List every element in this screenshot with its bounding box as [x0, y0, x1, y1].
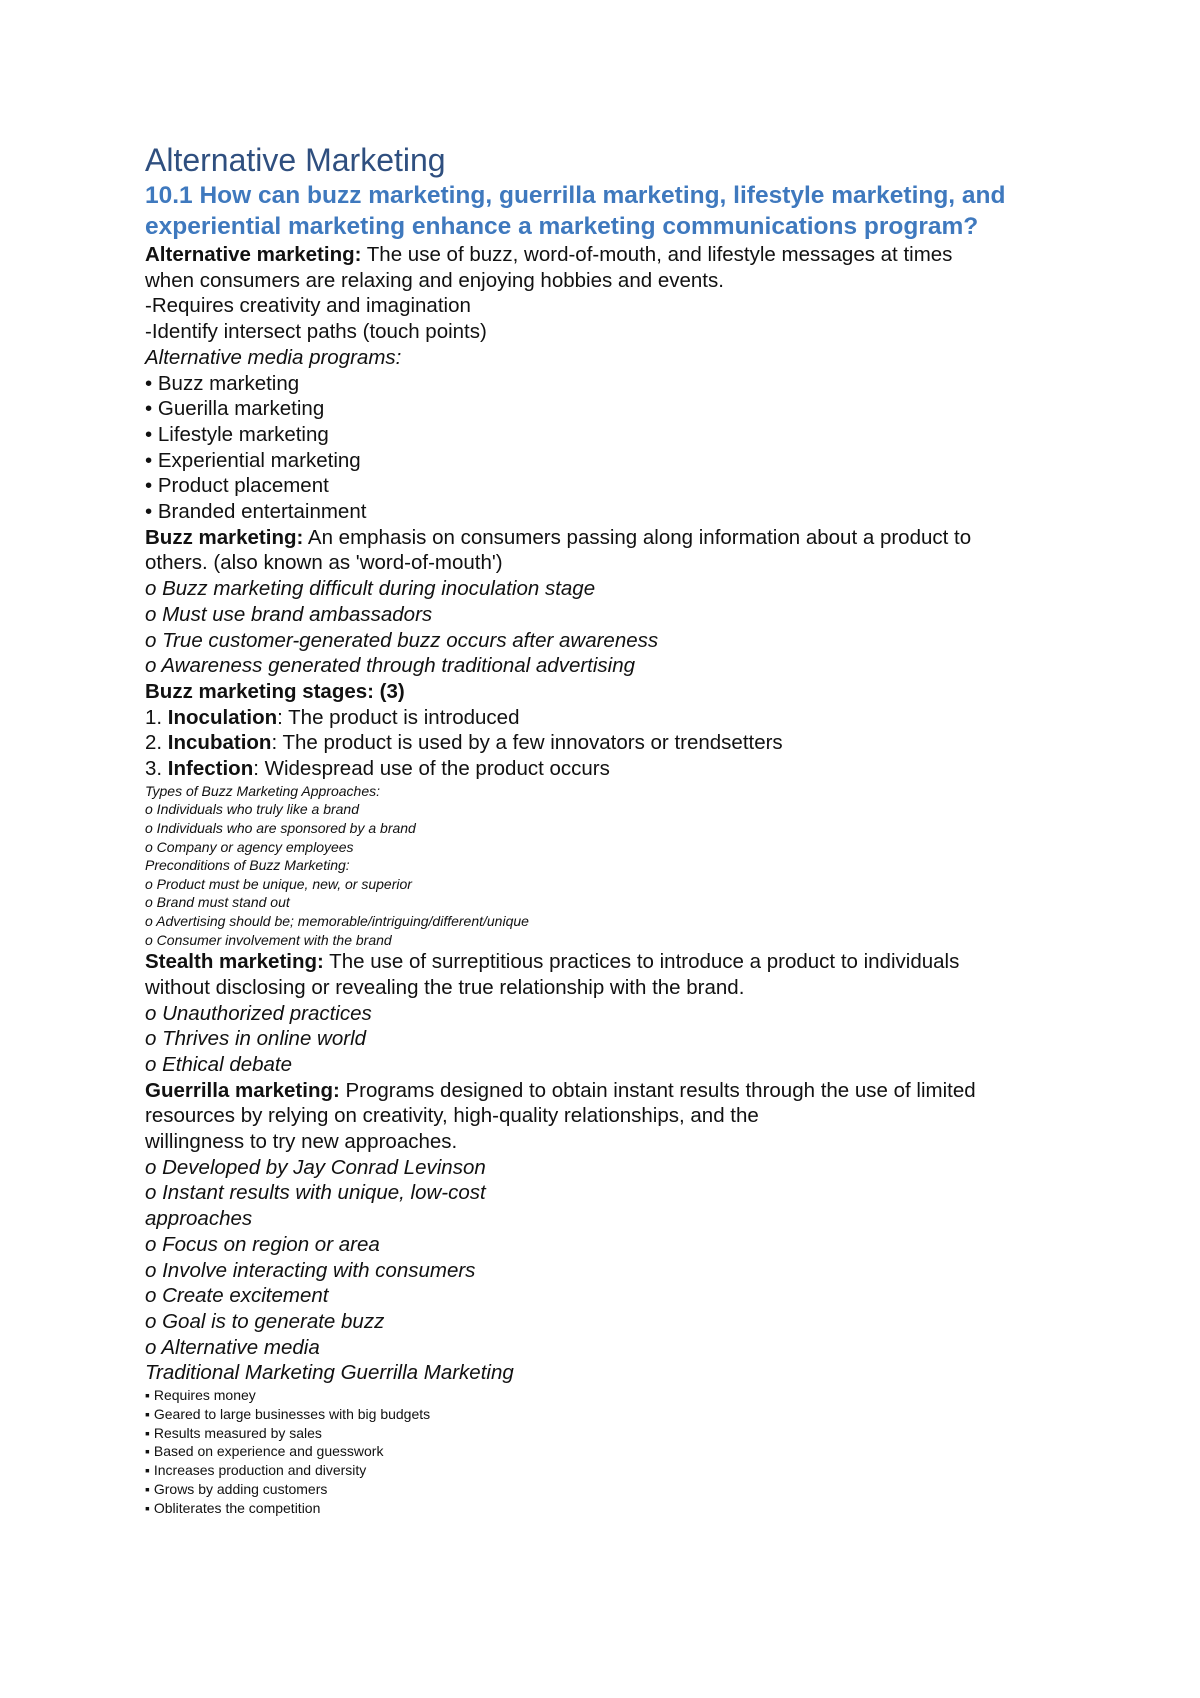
- list-item: ▪ Grows by adding customers: [145, 1481, 328, 1498]
- stage-item: 2. Incubation: The product is used by a few innovators or trendsetters: [145, 731, 783, 755]
- comparison-heading: Traditional Marketing Guerrilla Marketing: [145, 1361, 514, 1385]
- section-heading-line-1: 10.1 How can buzz marketing, guerrilla marketing, lifestyle marketing, and: [145, 182, 1006, 209]
- guerrilla-term: Guerrilla marketing:: [145, 1078, 340, 1102]
- guerrilla-def-line-1: Guerrilla marketing: Programs designed to obtain instant results through the use of limited: [145, 1078, 976, 1102]
- alt-marketing-req-2: -Identify intersect paths (touch points): [145, 320, 487, 344]
- stealth-term: Stealth marketing:: [145, 950, 324, 974]
- media-programs-heading: Alternative media programs:: [145, 345, 402, 369]
- list-item: • Lifestyle marketing: [145, 422, 329, 446]
- small-note: o Individuals who truly like a brand: [145, 801, 360, 818]
- list-item: o Involve interacting with consumers: [145, 1258, 476, 1282]
- small-note: Preconditions of Buzz Marketing:: [145, 857, 350, 874]
- stage-item: 3. Infection: Widespread use of the product occurs: [145, 757, 610, 781]
- list-item: ▪ Results measured by sales: [145, 1424, 322, 1441]
- small-note: o Advertising should be; memorable/intriguing/different/unique: [145, 912, 529, 929]
- list-item: o Alternative media: [145, 1335, 320, 1359]
- list-item: o Awareness generated through traditional advertising: [145, 654, 636, 678]
- alt-marketing-def-line-2: when consumers are relaxing and enjoying hobbies and events.: [145, 268, 724, 292]
- guerrilla-def-line-2: resources by relying on creativity, high-quality relationships, and the: [145, 1104, 759, 1128]
- stealth-def-line-2: without disclosing or revealing the true relationship with the brand.: [145, 975, 745, 999]
- small-note: Types of Buzz Marketing Approaches:: [145, 782, 380, 799]
- page-title: Alternative Marketing: [145, 142, 446, 178]
- buzz-term: Buzz marketing:: [145, 525, 304, 549]
- alt-marketing-def-line-1: Alternative marketing: The use of buzz, word-of-mouth, and lifestyle messages at times: [145, 243, 953, 266]
- alt-marketing-req-1: -Requires creativity and imagination: [145, 294, 471, 318]
- section-heading-line-2: experiential marketing enhance a marketing communications program?: [145, 213, 979, 240]
- list-item: approaches: [145, 1207, 253, 1231]
- list-item: o True customer-generated buzz occurs after awareness: [145, 628, 659, 652]
- list-item: • Branded entertainment: [145, 500, 367, 524]
- list-item: o Instant results with unique, low-cost: [145, 1181, 486, 1205]
- buzz-def-line-2: others. (also known as 'word-of-mouth'): [145, 551, 503, 575]
- buzz-def-line-1: Buzz marketing: An emphasis on consumers passing along information about a product to: [145, 525, 972, 549]
- alt-marketing-term: Alternative marketing:: [145, 243, 362, 266]
- list-item: o Thrives in online world: [145, 1027, 367, 1051]
- list-item: • Experiential marketing: [145, 448, 361, 472]
- small-note: o Brand must stand out: [145, 894, 290, 911]
- list-item: o Goal is to generate buzz: [145, 1309, 385, 1333]
- list-item: o Create excitement: [145, 1284, 329, 1308]
- list-item: • Buzz marketing: [145, 371, 300, 395]
- list-item: ▪ Requires money: [145, 1387, 256, 1404]
- stages-heading: Buzz marketing stages: (3): [145, 679, 405, 703]
- list-item: ▪ Based on experience and guesswork: [145, 1443, 384, 1460]
- small-note: o Product must be unique, new, or superior: [145, 875, 412, 892]
- list-item: ▪ Increases production and diversity: [145, 1462, 367, 1479]
- small-note: o Company or agency employees: [145, 838, 354, 855]
- stealth-def-line-1: Stealth marketing: The use of surreptitious practices to introduce a product to individuals: [145, 950, 960, 974]
- list-item: o Ethical debate: [145, 1052, 293, 1076]
- list-item: o Buzz marketing difficult during inoculation stage: [145, 577, 596, 601]
- list-item: • Guerilla marketing: [145, 397, 325, 421]
- stage-item: 1. Inoculation: The product is introduced: [145, 705, 520, 729]
- list-item: ▪ Geared to large businesses with big budgets: [145, 1405, 431, 1422]
- small-note: o Consumer involvement with the brand: [145, 931, 392, 948]
- small-note: o Individuals who are sponsored by a brand: [145, 819, 416, 836]
- guerrilla-def-line-3: willingness to try new approaches.: [145, 1130, 458, 1154]
- list-item: • Product placement: [145, 474, 329, 498]
- list-item: o Developed by Jay Conrad Levinson: [145, 1155, 486, 1179]
- list-item: o Unauthorized practices: [145, 1001, 372, 1025]
- list-item: o Focus on region or area: [145, 1232, 380, 1256]
- list-item: o Must use brand ambassadors: [145, 602, 433, 626]
- list-item: ▪ Obliterates the competition: [145, 1499, 321, 1516]
